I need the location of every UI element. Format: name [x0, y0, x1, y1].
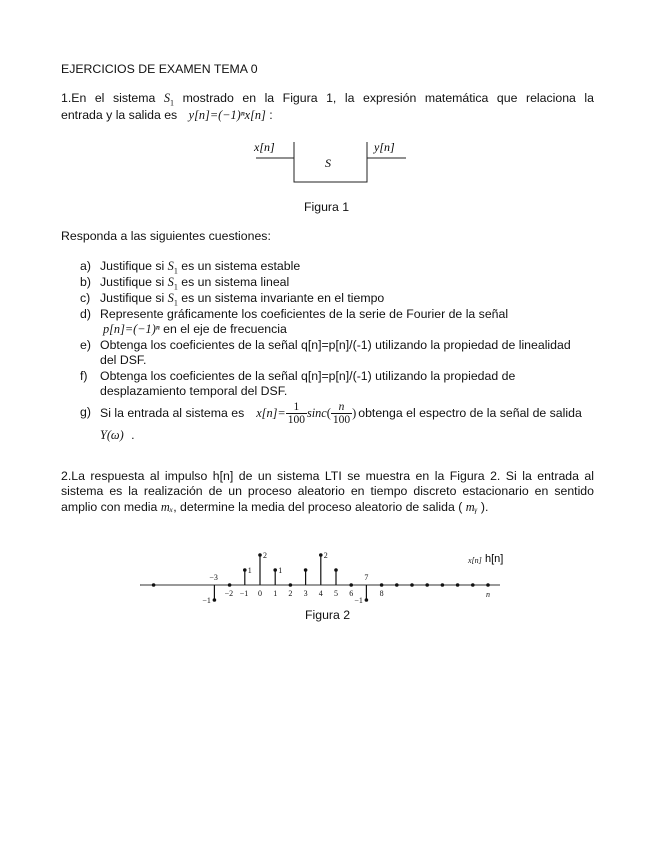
tick-label: −1: [239, 589, 249, 598]
legend-small: x[n]: [468, 556, 482, 565]
tick-label: 5: [334, 589, 338, 598]
q2-line3: amplio con media mₓ, determine la media del proceso aleatorio de salida ( mᵧ ).: [61, 500, 489, 514]
item-b-marker: b): [80, 275, 91, 289]
tick-label: 6: [349, 589, 354, 598]
zero-sample-point: [441, 583, 445, 587]
q1-intro-text-a: 1.En el sistema: [61, 91, 156, 105]
q1-prompt: Responda a las siguientes cuestiones:: [61, 229, 271, 243]
q1-intro-text-b: mostrado en la Figura 1, la expresión matemática que relaciona la: [182, 91, 594, 105]
item-e-line1: Obtenga los coeficientes de la señal q[n]=p[n]/(-1) utilizando la propiedad de linealidad: [100, 338, 571, 352]
zero-sample-point: [289, 583, 293, 587]
item-b: Justifique si $S_1$ es un sistema lineal: [100, 275, 290, 292]
mean-input: mₓ: [160, 500, 174, 514]
zero-sample-point: [456, 583, 460, 587]
item-g-marker: g): [80, 405, 91, 419]
value-label: 2: [263, 551, 267, 560]
value-label: −1: [202, 596, 211, 605]
value-label: −1: [354, 596, 363, 605]
axis-label-n: n: [486, 590, 490, 599]
stem-point: [365, 598, 369, 602]
item-d-marker: d): [80, 307, 91, 321]
tick-label: 3: [303, 589, 308, 598]
page-title: EJERCICIOS DE EXAMEN TEMA 0: [61, 62, 258, 76]
zero-sample-point: [349, 583, 353, 587]
item-e-marker: e): [80, 338, 91, 352]
item-d-line2: p[n]=(−1)ⁿ en el eje de frecuencia: [103, 322, 287, 336]
zero-sample-point: [395, 583, 399, 587]
figure1-diagram: [250, 136, 410, 190]
tick-label: 0: [258, 589, 262, 598]
value-label: 2: [323, 551, 328, 560]
stem-point: [334, 568, 338, 572]
zero-sample-point: [152, 583, 156, 587]
value-label: 1: [247, 566, 252, 575]
stem-point: [213, 598, 217, 602]
stem-point: [304, 568, 308, 572]
item-a-marker: a): [80, 259, 91, 273]
item-e-line2: del DSF.: [100, 353, 147, 367]
relation-expression: y[n]=(−1)ⁿx[n]: [188, 108, 266, 122]
zero-sample-point: [471, 583, 475, 587]
tick-label: 7: [364, 573, 369, 582]
system-symbol: $S_1$: [163, 91, 175, 108]
tick-label: 1: [273, 589, 278, 598]
zero-sample-point: [380, 583, 384, 587]
stem-point: [258, 553, 262, 557]
item-f-marker: f): [80, 369, 88, 383]
q1-intro-text-c: entrada y la salida es: [61, 108, 178, 122]
zero-sample-point: [410, 583, 414, 587]
q1-intro-line2: [61, 108, 273, 123]
figure2-caption: Figura 2: [305, 608, 351, 622]
tick-label: −2: [224, 589, 234, 598]
mean-output: mᵧ: [465, 500, 478, 514]
block-label: S: [325, 156, 331, 170]
tick-label: −3: [209, 573, 218, 582]
item-f-line1: Obtenga los coeficientes de la señal q[n]=p[n]/(-1) utilizando la propiedad de: [100, 369, 516, 383]
zero-sample-point: [228, 583, 232, 587]
item-g-line1: Si la entrada al sistema es x[n]= $\frac{1}{100}$ sinc ( $\frac{n}{100}$ ) obtenga el espectro de la señal de salida: [100, 400, 582, 426]
item-a: Justifique si $S_1$ es un sistema estable: [100, 259, 301, 276]
stem-point: [243, 568, 247, 572]
q2-line1: 2.La respuesta al impulso h[n] de un sistema LTI se muestra en la Figura 2. Si la entrada al: [61, 469, 594, 483]
tick-label: 2: [288, 589, 293, 598]
figure1-caption: Figura 1: [304, 200, 350, 214]
zero-sample-point: [486, 583, 490, 587]
zero-sample-point: [425, 583, 429, 587]
item-d-line1: Represente gráficamente los coeficientes de la serie de Fourier de la señal: [100, 307, 509, 321]
item-c: Justifique si $S_1$ es un sistema invariante en el tiempo: [100, 291, 385, 308]
q2-line2: sistema es la realización de un proceso aleatorio en tiempo discreto estacionario en sentido: [61, 484, 594, 498]
value-label: 1: [278, 566, 283, 575]
q1-intro-line1: [61, 91, 594, 107]
output-label: y[n]: [374, 140, 395, 154]
item-f-line2: desplazamiento temporal del DSF.: [100, 384, 288, 398]
tick-label: 4: [318, 589, 323, 598]
tick-label: 8: [379, 589, 384, 598]
q1-intro-text-d: :: [269, 108, 273, 122]
stem-point: [319, 553, 323, 557]
stem-point: [273, 568, 277, 572]
item-c-marker: c): [80, 291, 91, 305]
legend-h: h[n]: [485, 553, 504, 565]
input-label: x[n]: [254, 140, 275, 154]
item-g-line2: Y(ω) .: [100, 428, 135, 442]
